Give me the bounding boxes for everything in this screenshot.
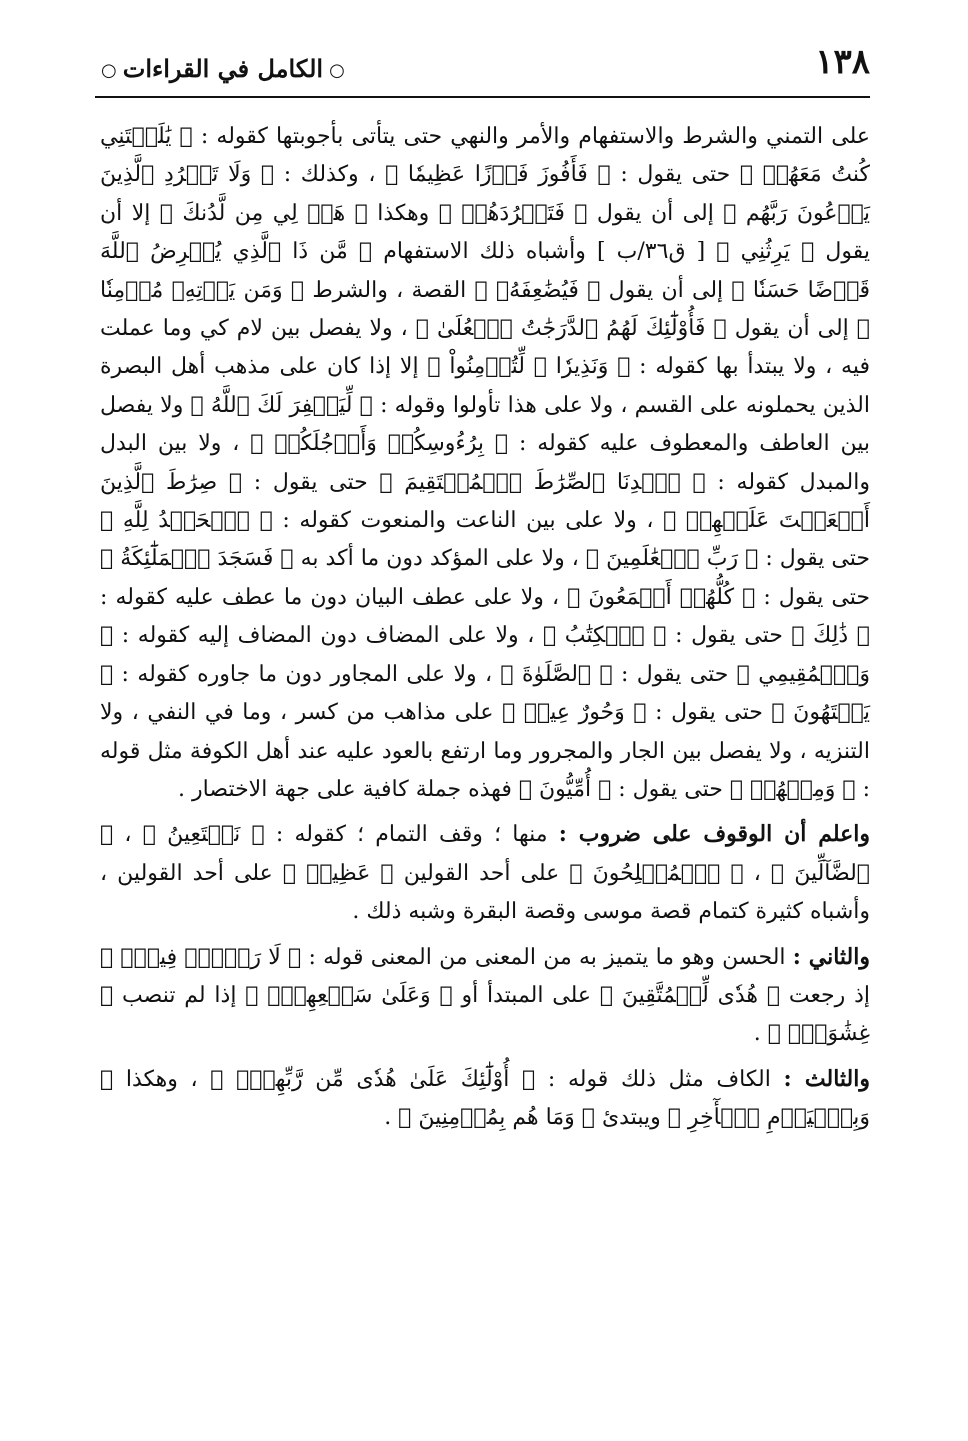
paragraph-lead: واعلم أن الوقوف على ضروب : bbox=[558, 821, 870, 848]
paragraph-2 bbox=[100, 815, 870, 931]
paragraph-text: الكاف مثل ذلك قوله : ﴿ أُوْلَٰٓئِكَ عَلَىٰ هُدٗى مِّن رَّبِّهِمۡۖ ﴾ ، وهكذا ﴿ وَبِٱلۡيَوۡمِ ٱلۡأٓخِرِ ﴾ ويبتدئ ﴿ وَمَا هُم بِمُؤۡمِنِينَ ﴾ . bbox=[100, 1066, 870, 1131]
running-title bbox=[95, 54, 351, 83]
paragraph-4 bbox=[100, 1060, 870, 1138]
paragraph-lead: والثاني : bbox=[792, 943, 870, 970]
paragraph-1 bbox=[100, 118, 870, 809]
page-number: ١٣٨ bbox=[815, 42, 870, 82]
paragraph-lead: والثالث : bbox=[783, 1065, 870, 1092]
paragraph-text: منها ؛ وقف التمام ؛ كقوله : ﴿ نَسۡتَعِينُ ﴾ ، ﴿ ٱلضَّآلِّينَ ﴾ ، ﴿ ٱلۡمُفۡلِحُونَ ﴾ على أحد القولين ﴿ عَظِيمٞ ﴾ على أحد القولين ، وأشباه كثيرة كتمام قصة موسى وقصة البقرة وشبه ذلك . bbox=[100, 822, 870, 925]
circle-ornament-icon: ○ bbox=[101, 60, 117, 81]
book-title: الكامل في القراءات bbox=[122, 54, 324, 83]
header-rule bbox=[95, 96, 870, 98]
page-header bbox=[95, 40, 870, 98]
paragraph-text: على التمني والشرط والاستفهام والأمر والنهي حتى يتأتى بأجوبتها كقوله : ﴿ يَٰلَيۡتَنِي كُنتُ مَعَهُمۡ ﴾ حتى يقول : ﴿ فَأَفُوزَ فَوۡزًا عَظِيمٗا ﴾ ، وكذلك : ﴿ وَلَا تَطۡرُدِ ٱلَّذِينَ يَدۡعُونَ رَبَّهُم ﴾ إلى أن يقول ﴿ فَتَطۡرُدَهُمۡ ﴾ وهكذا ﴿ هَبۡ لِي مِن لَّدُنكَ ﴾ إلا أن يقول ﴿ يَرِثُنِي ﴾ [ ق٣٦/ب ] وأشباه ذلك الاستفهام ﴿ مَّن ذَا ٱلَّذِي يُقۡرِضُ ٱللَّهَ قَرۡضًا حَسَنٗا ﴾ إلى أن يقول ﴿ فَيُضَٰعِفَهُۥ ﴾ القصة ، والشرط ﴿ وَمَن يَأۡتِهِۦ مُؤۡمِنٗا ﴾ إلى أن يقول ﴿ فَأُوْلَٰٓئِكَ لَهُمُ ٱلدَّرَجَٰتُ ٱلۡعُلَىٰ ﴾ ، ولا يفصل بين لام كي وما عملت فيه ، ولا يبتدأ بها كقوله : ﴿ وَنَذِيرٗا ۞ لِّتُؤۡمِنُواْ ﴾ إلا إذا كان على مذهب أهل البصرة الذين يحملونه على القسم ، ولا على هذا تأولوا وقوله : ﴿ لِّيَغۡفِرَ لَكَ ٱللَّهُ ﴾ ولا يفصل بين العاطف والمعطوف عليه كقوله : ﴿ بِرُءُوسِكُمۡ وَأَرۡجُلَكُمۡ ﴾ ، ولا بين البدل والمبدل كقوله : ﴿ ٱهۡدِنَا ٱلصِّرَٰطَ ٱلۡمُسۡتَقِيمَ ﴾ حتى يقول : ﴿ صِرَٰطَ ٱلَّذِينَ أَنۡعَمۡتَ عَلَيۡهِمۡ ﴾ ، ولا على بين الناعت والمنعوت كقوله : ﴿ ٱلۡحَمۡدُ لِلَّهِ ﴾ حتى يقول : ﴿ رَبِّ ٱلۡعَٰلَمِينَ ﴾ ، ولا على المؤكد دون ما أكد به ﴿ فَسَجَدَ ٱلۡمَلَٰٓئِكَةُ ﴾ حتى يقول : ﴿ كُلُّهُمۡ أَجۡمَعُونَ ﴾ ، ولا على عطف البيان دون ما عطف عليه كقوله : ﴿ ذَٰلِكَ ﴾ حتى يقول : ﴿ ٱلۡكِتَٰبُ ﴾ ، ولا على المضاف دون المضاف إليه كقوله : ﴿ وَٱلۡمُقِيمِي ﴾ حتى يقول : ﴿ ٱلصَّلَوٰةَ ﴾ ، ولا على المجاور دون ما جاوره كقوله : ﴿ يَشۡتَهُونَ ﴾ حتى يقول : ﴿ وَحُورٌ عِينٞ ﴾ على مذاهب من كسر ، وما في النفي ، ولا التنزيه ، ولا يفصل بين الجار والمجرور وما ارتفع بالعود عليه عند أهل الكوفة مثل قوله : ﴿ وَمِنۡهُمۡ ﴾ حتى يقول : ﴿ أُمِّيُّونَ ﴾ فهذه جملة كافية على جهة الاختصار . bbox=[100, 124, 871, 802]
body-text bbox=[100, 118, 870, 1138]
circle-ornament-icon: ○ bbox=[329, 60, 345, 81]
paragraph-3 bbox=[100, 938, 870, 1054]
paragraph-text: الحسن وهو ما يتميز به من المعنى من المعنى قوله : ﴿ لَا رَيۡبَۛ فِيهِۛ ﴾ إذ رجعت ﴿ هُدٗى لِّلۡمُتَّقِينَ ﴾ على المبتدأ أو ﴿ وَعَلَىٰ سَمۡعِهِمۡۖ ﴾ إذا لم تنصب ﴿ غِشَٰوَةٞۖ ﴾ . bbox=[100, 944, 870, 1047]
